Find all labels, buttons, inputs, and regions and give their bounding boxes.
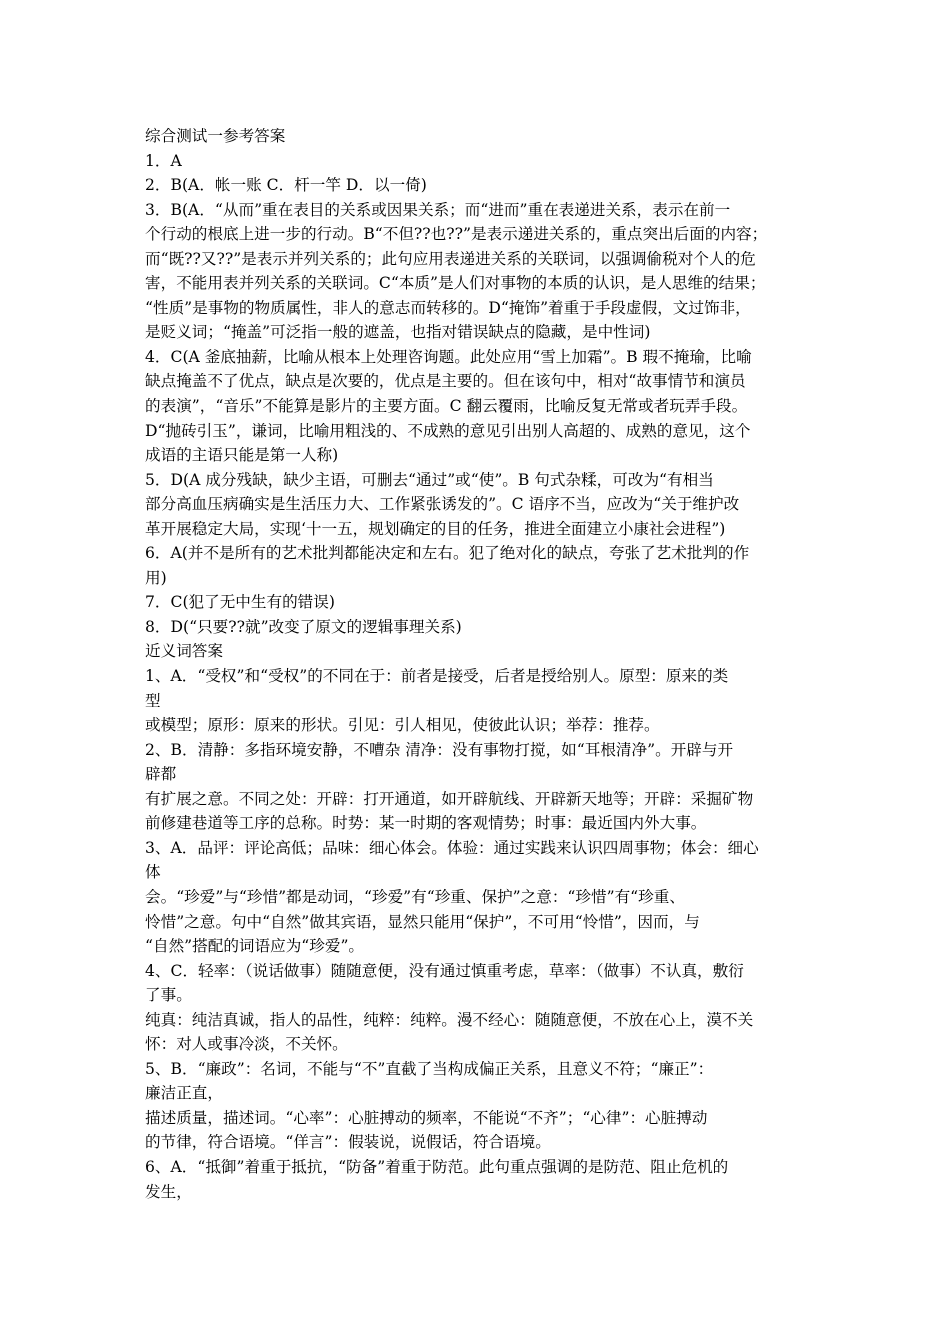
text-line: 辟都 [145,765,177,784]
text-line: 有扩展之意。不同之处：开辟：打开通道，如开辟航线、开辟新天地等；开辟：采掘矿物 [145,789,754,808]
text-line: 4．C(A 釜底抽薪，比喻从根本上处理咨询题。此处应用“雪上加霜”。B 瑕不掩瑜，比喻 [145,347,752,366]
text-line: 怜惜”之意。句中“自然”做其宾语，显然只能用“保护”，不可用“怜惜”，因而，与 [145,912,700,931]
text-line: 部分高血压病确实是生活压力大、工作紧张诱发的”。C 语序不当，应改为“关于维护改 [145,495,740,514]
text-line: D“抛砖引玉”，谦词，比喻用粗浅的、不成熟的意见引出别人高超的、成熟的意见，这个 [145,421,751,440]
text-line: 1、A．“受权”和“受权”的不同在于：前者是接受，后者是授给别人。原型：原来的类 [145,667,729,686]
text-line: 个行动的根底上进一步的行动。B“不但??也??”是表示递进关系的，重点突出后面的内容； [145,225,768,244]
text-line: 2、B．清静：多指环境安静，不嘈杂 清净：没有事物打搅，如“耳根清净”。开辟与开 [145,740,734,759]
text-line: 4、C．轻率：（说话做事）随随意便，没有通过慎重考虑，草率：（做事）不认真，敷衍 [145,961,744,980]
text-line: 6、A．“抵御”着重于抵抗，“防备”着重于防范。此句重点强调的是防范、阻止危机的 [145,1157,729,1176]
text-line: “自然”搭配的词语应为“珍爱”。 [145,937,365,956]
document-page [145,124,817,1204]
text-line: 3、A．品评：评论高低；品味：细心体会。体验：通过实践来认识四周事物；体会：细心 [145,838,759,857]
text-line: 而“既??又??”是表示并列关系的；此句应用表递进关系的关联词，以强调偷税对个人的危 [145,249,756,268]
text-line: 5、B．“廉政”：名词，不能与“不”直截了当构成偏正关系，且意义不符；“廉正”： [145,1059,714,1078]
text-line: 了事。 [145,986,192,1005]
text-line: 5．D(A 成分残缺，缺少主语，可删去“通过”或“使”。B 句式杂糅，可改为“有相当 [145,470,714,489]
text-line: 怀：对人或事冷淡，不关怀。 [145,1035,348,1054]
text-line: 7．C(犯了无中生有的错误) [145,593,335,612]
text-line: 会。“珍爱”与“珍惜”都是动词，“珍爱”有“珍重、保护”之意：“珍惜”有“珍重、 [145,887,685,906]
text-line: 发生， [145,1182,192,1201]
text-line: 或模型；原形：原来的形状。引见：引人相见，使彼此认识；举荐：推荐。 [145,716,660,735]
text-line: 纯真：纯洁真诚，指人的品性，纯粹：纯粹。漫不经心：随随意便，不放在心上，漠不关 [145,1010,754,1029]
text-line: 体 [145,863,161,882]
text-line: 2．B(A．帐一账 C．杆一竿 D．以一倚) [145,176,427,195]
text-line: 1．A [145,151,182,170]
text-line: 型 [145,691,161,710]
text-line: 用) [145,568,167,587]
text-line: 的表演”，“音乐”不能算是影片的主要方面。C 翻云覆雨，比喻反复无常或者玩弄手段。 [145,397,748,416]
text-line: 廉洁正直， [145,1084,223,1103]
section-heading: 近义词答案 [145,642,223,661]
text-line: 8．D(“只要??就”改变了原文的逻辑事理关系) [145,617,462,636]
text-line: 描述质量，描述词。“心率”：心脏搏动的频率，不能说“不齐”；“心律”：心脏搏动 [145,1108,708,1127]
text-line: 害，不能用表并列关系的关联词。C“本质”是人们对事物的本质的认识，是人思维的结果； [145,274,766,293]
text-line: 是贬义词；“掩盖”可泛指一般的遮盖，也指对错误缺点的隐藏，是中性词) [145,323,651,342]
text-line: 的节律，符合语境。“佯言”：假装说，说假话，符合语境。 [145,1133,551,1152]
text-line: 综合测试一参考答案 [145,127,286,145]
text-line: 缺点掩盖不了优点，缺点是次要的，优点是主要的。但在该句中，相对“故事情节和演员 [145,372,746,391]
text-line: 成语的主语只能是第一人称) [145,446,339,465]
text-line: “性质”是事物的物质属性，非人的意志而转移的。D“掩饰”着重于手段虚假，文过饰非， [145,298,751,317]
text-line: 3．B(A．“从而”重在表目的关系或因果关系；而“进而”重在表递进关系，表示在前一 [145,200,731,219]
text-line: 前修建巷道等工序的总称。时势：某一时期的客观情势；时事：最近国内外大事。 [145,814,707,833]
text-line: 6．A(并不是所有的艺术批判都能决定和左右。犯了绝对化的缺点，夸张了艺术批判的作 [145,544,750,563]
text-line: 革开展稳定大局，实现‘十一五，规划确定的目的任务，推进全面建立小康社会进程”) [145,519,726,538]
